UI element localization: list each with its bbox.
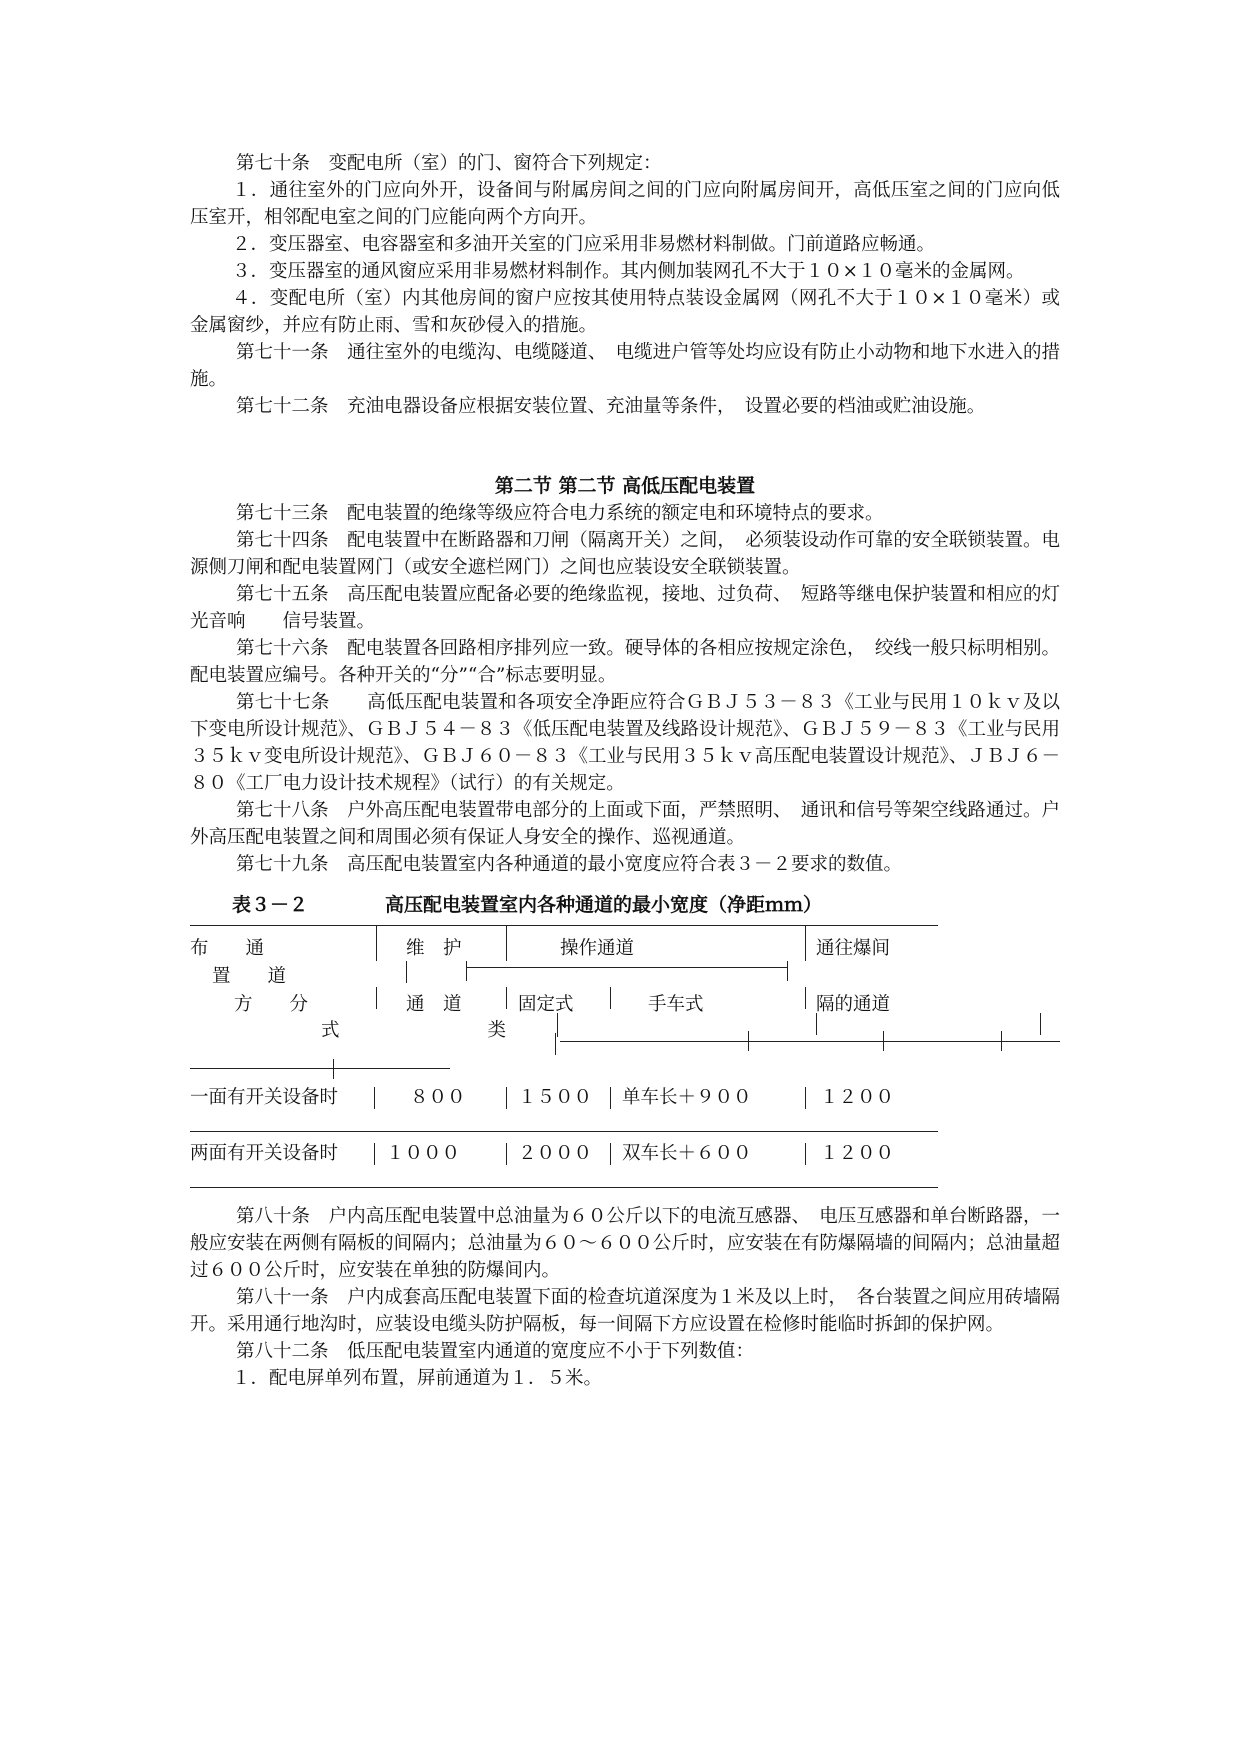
row-explosion: １２００ xyxy=(820,1087,895,1108)
article-74: 第七十四条 配电装置中在断路器和刀闸（隔离开关）之间， 必须装设动作可靠的安全联锁装置。电源侧刀闸和配电装置网门（或安全遮栏网门）之间也应装设安全联锁装置。 xyxy=(190,530,1060,578)
header-arrangement: 式 类 xyxy=(321,1020,507,1041)
row-explosion: １２００ xyxy=(820,1143,895,1164)
table-vrule xyxy=(805,987,806,1009)
table-rule-operation xyxy=(466,967,788,968)
table-vrule xyxy=(376,925,377,961)
table-vrule xyxy=(610,1143,611,1165)
header-maintenance: 维 护 xyxy=(406,938,462,959)
article-82: 第八十二条 低压配电装置室内通道的宽度应不小于下列数值： xyxy=(236,1341,755,1362)
table-vrule xyxy=(506,1143,507,1165)
table-vrule xyxy=(506,987,507,1009)
table-vrule xyxy=(333,1059,334,1079)
header-maintenance: 通 道 xyxy=(406,994,462,1015)
table-vrule xyxy=(466,961,467,981)
table-rule-bottom xyxy=(190,1187,938,1188)
article-82-item-1: １．配电屏单列布置，屏前通道为１．５米。 xyxy=(232,1368,603,1389)
article-73: 第七十三条 配电装置的绝缘等级应符合电力系统的额定电和环境特点的要求。 xyxy=(236,503,884,524)
table-vrule xyxy=(406,961,407,983)
table-vrule xyxy=(748,1031,749,1051)
table-vrule xyxy=(506,1087,507,1109)
table-number: 表３－２ xyxy=(232,894,309,916)
table-vrule xyxy=(883,1031,884,1051)
table-vrule xyxy=(805,1087,806,1109)
article-70: 第七十条 变配电所（室）的门、窗符合下列规定： xyxy=(236,153,662,174)
article-70-item-3: ３．变压器室的通风窗应采用非易燃材料制作。其内侧加装网孔不大于１０×１０毫米的金属网。 xyxy=(232,261,1025,282)
row-fixed: １５００ xyxy=(518,1087,593,1108)
header-operation: 操作通道 xyxy=(560,938,635,959)
table-title: 高压配电装置室内各种通道的最小宽度（净距ｍｍ） xyxy=(385,894,823,916)
header-explosion: 隔的通道 xyxy=(816,994,891,1015)
header-fixed: 固定式 xyxy=(518,994,574,1015)
row-handcart: 双车长＋６００ xyxy=(622,1143,752,1164)
table-caption xyxy=(190,892,1060,919)
table-vrule xyxy=(1040,1013,1041,1035)
table-rule-header-b xyxy=(190,1068,450,1069)
row-layout: 一面有开关设备时 xyxy=(190,1087,339,1108)
article-71: 第七十一条 通往室外的电缆沟、电缆隧道、 电缆进户管等处均应设有防止小动物和地下水进入的措施。 xyxy=(190,342,1060,390)
table-vrule xyxy=(374,1143,375,1165)
header-arrangement: 布 通 xyxy=(190,938,265,959)
table-vrule xyxy=(506,925,507,961)
article-80: 第八十条 户内高压配电装置中总油量为６０公斤以下的电流互感器、 电压互感器和单台断路器，一般应安装在两侧有隔板的间隔内；总油量为６０～６００公斤时，应安装在有防爆隔墙的间隔内；总油量超过６００公斤时，应安装在单独的防爆间内。 xyxy=(190,1206,1060,1281)
table-vrule xyxy=(805,1143,806,1165)
article-70-item-1: １．通往室外的门应向外开，设备间与附属房间之间的门应向附属房间开，高低压室之间的门应向低压室开，相邻配电室之间的门应能向两个方向开。 xyxy=(190,180,1060,228)
table-vrule xyxy=(805,925,806,961)
article-77: 第七十七条 高低压配电装置和各项安全净距应符合ＧＢＪ５３－８３《工业与民用１０ｋｖ及以下变电所设计规范》、ＧＢＪ５４－８３《低压配电装置及线路设计规范》、ＧＢＪ５９－８３《工业与民用３５ｋｖ变电所设计规范》、ＧＢＪ６０－８３《工业与民用３５ｋｖ高压配电装置设计规范》、ＪＢＪ６－８０《工厂电力设计技术规程》（试行）的有关规定。 xyxy=(190,692,1060,794)
table-rule-top xyxy=(190,925,938,926)
article-79: 第七十九条 高压配电装置室内各种通道的最小宽度应符合表３－２要求的数值。 xyxy=(236,854,903,875)
article-72: 第七十二条 充油电器设备应根据安装位置、充油量等条件， 设置必要的档油或贮油设施。 xyxy=(236,396,986,417)
article-81: 第八十一条 户内成套高压配电装置下面的检查坑道深度为１米及以上时， 各台装置之间应用砖墙隔开。采用通行地沟时，应装设电缆头防护隔板，每一间隔下方应设置在检修时能临时拆卸的保护网。 xyxy=(190,1287,1060,1335)
header-arrangement: 置 道 xyxy=(212,966,287,987)
row-layout: 两面有开关设备时 xyxy=(190,1143,339,1164)
section-title: 第二节 第二节 高低压配电装置 xyxy=(494,475,756,497)
header-arrangement: 方 分 xyxy=(234,994,309,1015)
article-78: 第七十八条 户外高压配电装置带电部分的上面或下面，严禁照明、 通讯和信号等架空线路通过。户外高压配电装置之间和周围必须有保证人身安全的操作、巡视通道。 xyxy=(190,800,1060,848)
header-handcart: 手车式 xyxy=(648,994,704,1015)
table-vrule xyxy=(374,1087,375,1109)
table-vrule xyxy=(787,961,788,981)
row-fixed: ２０００ xyxy=(518,1143,593,1164)
document-page xyxy=(190,150,1060,1392)
article-76: 第七十六条 配电装置各回路相序排列应一致。硬导体的各相应按规定涂色， 绞线一般只标明相别。配电装置应编号。各种开关的“分”“合”标志要明显。 xyxy=(190,638,1060,686)
row-maintenance: ８００ xyxy=(410,1087,466,1108)
table-rule-header-a xyxy=(560,1041,1060,1042)
header-explosion: 通往爆间 xyxy=(816,938,891,959)
row-maintenance: １０００ xyxy=(386,1143,461,1164)
passage-width-table xyxy=(190,923,1060,1203)
table-vrule xyxy=(610,1087,611,1109)
table-vrule xyxy=(610,987,611,1009)
table-vrule xyxy=(1001,1031,1002,1051)
table-vrule xyxy=(555,1033,556,1055)
article-75: 第七十五条 高压配电装置应配备必要的绝缘监视，接地、过负荷、 短路等继电保护装置和相应的灯光音响 信号装置。 xyxy=(190,584,1060,632)
article-70-item-2: ２．变压器室、电容器室和多油开关室的门应采用非易燃材料制做。门前道路应畅通。 xyxy=(232,234,936,255)
table-vrule xyxy=(376,987,377,1009)
article-70-item-4: ４．变配电所（室）内其他房间的窗户应按其使用特点装设金属网（网孔不大于１０×１０毫米）或金属窗纱，并应有防止雨、雪和灰砂侵入的措施。 xyxy=(190,288,1060,336)
row-handcart: 单车长＋９００ xyxy=(622,1087,752,1108)
table-rule-row-1 xyxy=(190,1131,938,1132)
